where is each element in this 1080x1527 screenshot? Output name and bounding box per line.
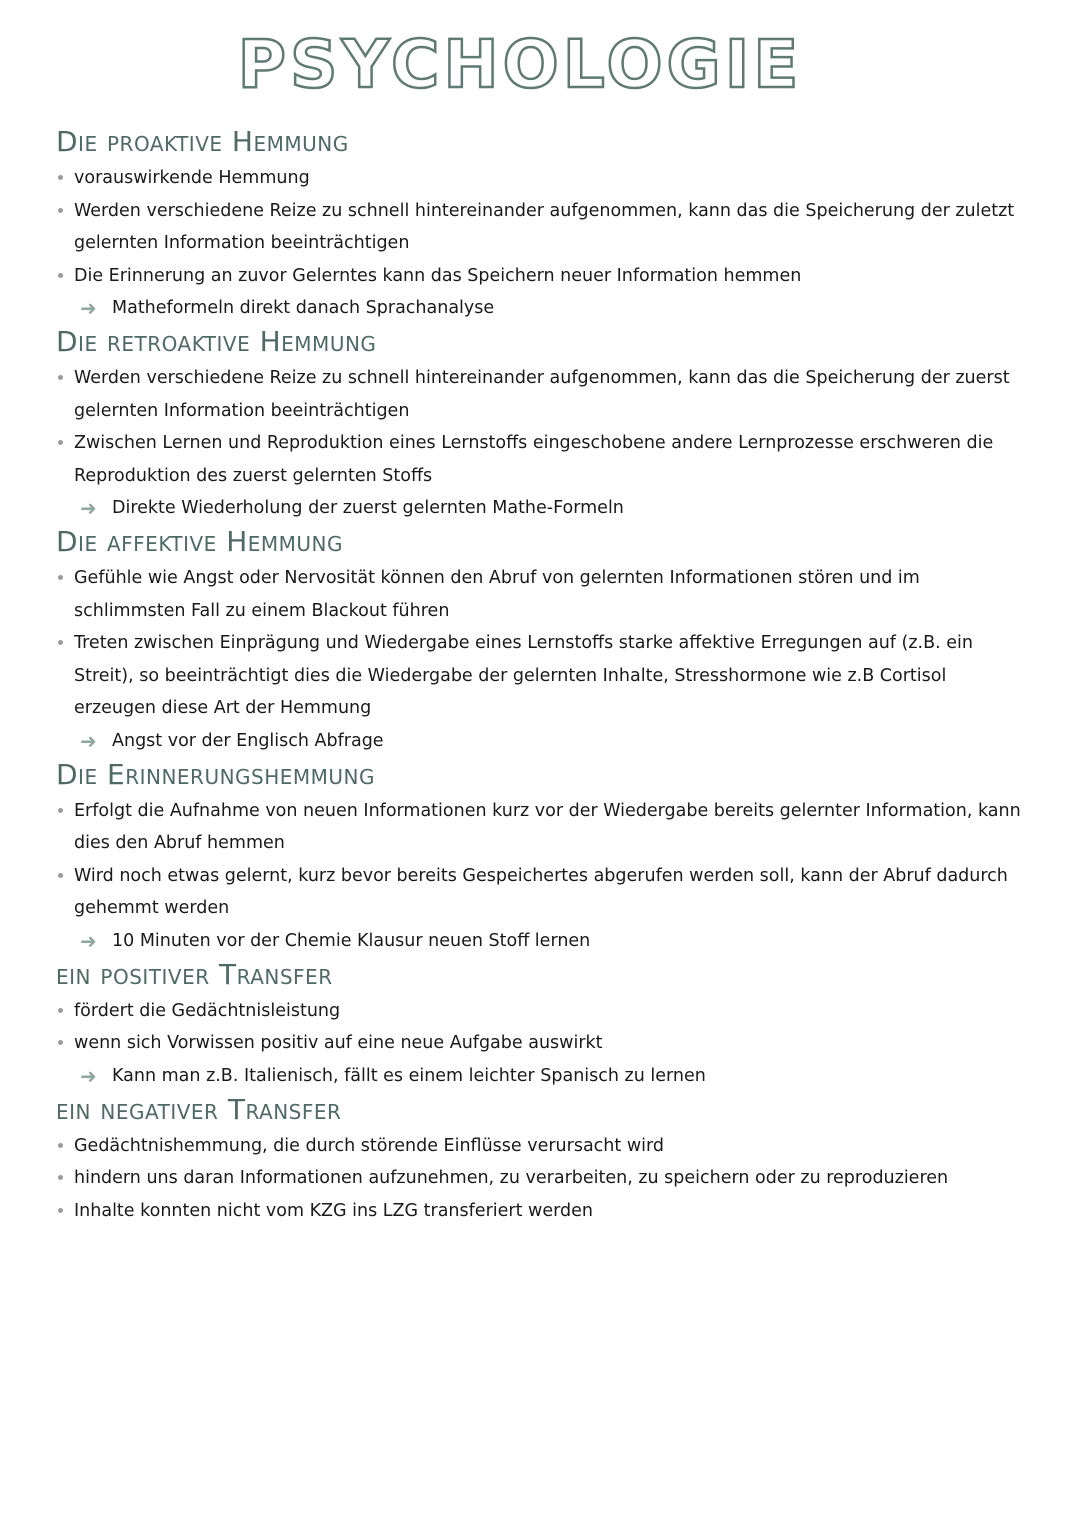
bullet-item — [56, 1195, 1024, 1228]
bullet-item — [56, 995, 1024, 1028]
example-line — [56, 925, 1024, 957]
section-positiver-transfer — [56, 957, 1024, 1092]
bullet-text: fördert die Gedächtnisleistung — [74, 1000, 341, 1021]
bullet-item — [56, 1130, 1024, 1163]
example-text: Direkte Wiederholung der zuerst gelernten Mathe-Formeln — [112, 498, 624, 518]
example-text: 10 Minuten vor der Chemie Klausur neuen Stoff lernen — [112, 930, 591, 951]
bullet-item — [56, 427, 1024, 492]
section-retroaktive-hemmung — [56, 324, 1024, 524]
bullet-dot-icon — [58, 575, 63, 580]
arrow-right-icon: ➜ — [80, 296, 97, 320]
bullet-dot-icon — [58, 1143, 63, 1148]
bullet-text: Treten zwischen Einprägung und Wiedergabe eines Lernstoffs starke affektive Erregungen auf (z.B. ein Streit), so beeinträchtigt dies die Wiedergabe der gelernten Inhalte, Stresshormone wie z.B Cortisol erzeugen diese Art der Hemmung — [74, 633, 973, 718]
example-text: Kann man z.B. Italienisch, fällt es einem leichter Spanisch zu lernen — [112, 1065, 706, 1086]
bullet-item — [56, 795, 1024, 860]
arrow-right-icon: ➜ — [80, 496, 97, 520]
example-text: Matheformeln direkt danach Sprachanalyse — [112, 298, 495, 318]
section-heading: Die affektive Hemmung — [56, 525, 344, 558]
notes-content — [56, 124, 1024, 1227]
bullet-text: vorauswirkende Hemmung — [74, 168, 310, 188]
arrow-right-icon: ➜ — [80, 928, 97, 953]
bullet-list — [56, 562, 1024, 725]
bullet-dot-icon — [58, 640, 63, 645]
example-line — [56, 292, 1024, 324]
bullet-list — [56, 362, 1024, 492]
bullet-dot-icon — [58, 375, 63, 380]
bullet-dot-icon — [58, 208, 63, 213]
bullet-dot-icon — [58, 1175, 63, 1180]
section-erinnerungshemmung — [56, 757, 1024, 957]
bullet-dot-icon — [58, 873, 63, 878]
section-heading: ein positiver Transfer — [56, 957, 333, 991]
bullet-dot-icon — [58, 808, 63, 813]
bullet-text: Die Erinnerung an zuvor Gelerntes kann das Speichern neuer Information hemmen — [74, 265, 802, 286]
bullet-list — [56, 162, 1024, 292]
section-affektive-hemmung — [56, 524, 1024, 757]
arrow-right-icon: ➜ — [80, 1063, 97, 1088]
example-line — [56, 1060, 1024, 1092]
section-heading: Die Erinnerungshemmung — [56, 757, 376, 791]
bullet-item — [56, 627, 1024, 725]
bullet-item — [56, 1027, 1024, 1060]
section-heading: Die proaktive Hemmung — [56, 125, 349, 158]
bullet-text: Gedächtnishemmung, die durch störende Einflüsse verursacht wird — [74, 1135, 664, 1156]
bullet-text: Werden verschiedene Reize zu schnell hintereinander aufgenommen, kann das die Speicherung der zuerst gelernten Information beeinträchtigen — [74, 368, 1010, 421]
bullet-dot-icon — [58, 1008, 63, 1013]
bullet-text: Wird noch etwas gelernt, kurz bevor bereits Gespeichertes abgerufen werden soll, kann der Abruf dadurch gehemmt werden — [74, 865, 1008, 918]
section-proaktive-hemmung — [56, 124, 1024, 324]
bullet-text: Inhalte konnten nicht vom KZG ins LZG transferiert werden — [74, 1200, 593, 1221]
page-title: PSYCHOLOGIE — [237, 26, 803, 103]
bullet-dot-icon — [58, 273, 63, 278]
arrow-right-icon: ➜ — [80, 728, 97, 753]
section-heading: Die retroaktive Hemmung — [56, 325, 377, 358]
bullet-dot-icon — [58, 1040, 63, 1045]
bullet-dot-icon — [58, 175, 63, 180]
example-text: Angst vor der Englisch Abfrage — [112, 730, 384, 751]
bullet-item — [56, 162, 1024, 195]
bullet-text: Zwischen Lernen und Reproduktion eines Lernstoffs eingeschobene andere Lernprozesse erschweren die Reproduktion des zuerst gelernten Stoffs — [74, 433, 994, 486]
bullet-text: Erfolgt die Aufnahme von neuen Informationen kurz vor der Wiedergabe bereits gelernter Information, kann dies den Abruf hemmen — [74, 800, 1021, 853]
bullet-list — [56, 995, 1024, 1060]
bullet-list — [56, 795, 1024, 925]
bullet-dot-icon — [58, 1208, 63, 1213]
bullet-item — [56, 195, 1024, 260]
bullet-item — [56, 1162, 1024, 1195]
bullet-dot-icon — [58, 440, 63, 445]
bullet-list — [56, 1130, 1024, 1228]
bullet-item — [56, 260, 1024, 293]
bullet-item — [56, 860, 1024, 925]
section-negativer-transfer — [56, 1092, 1024, 1228]
example-line — [56, 725, 1024, 757]
bullet-item — [56, 362, 1024, 427]
bullet-item — [56, 562, 1024, 627]
bullet-text: wenn sich Vorwissen positiv auf eine neue Aufgabe auswirkt — [74, 1033, 603, 1053]
bullet-text: Gefühle wie Angst oder Nervosität können den Abruf von gelernten Informationen stören und im schlimmsten Fall zu einem Blackout führen — [74, 568, 920, 621]
bullet-text: Werden verschiedene Reize zu schnell hintereinander aufgenommen, kann das die Speicherung der zuletzt gelernten Information beeinträchtigen — [74, 200, 1015, 253]
bullet-text: hindern uns daran Informationen aufzunehmen, zu verarbeiten, zu speichern oder zu reproduzieren — [74, 1168, 949, 1188]
section-heading: ein negativer Transfer — [56, 1092, 342, 1126]
example-line — [56, 492, 1024, 524]
